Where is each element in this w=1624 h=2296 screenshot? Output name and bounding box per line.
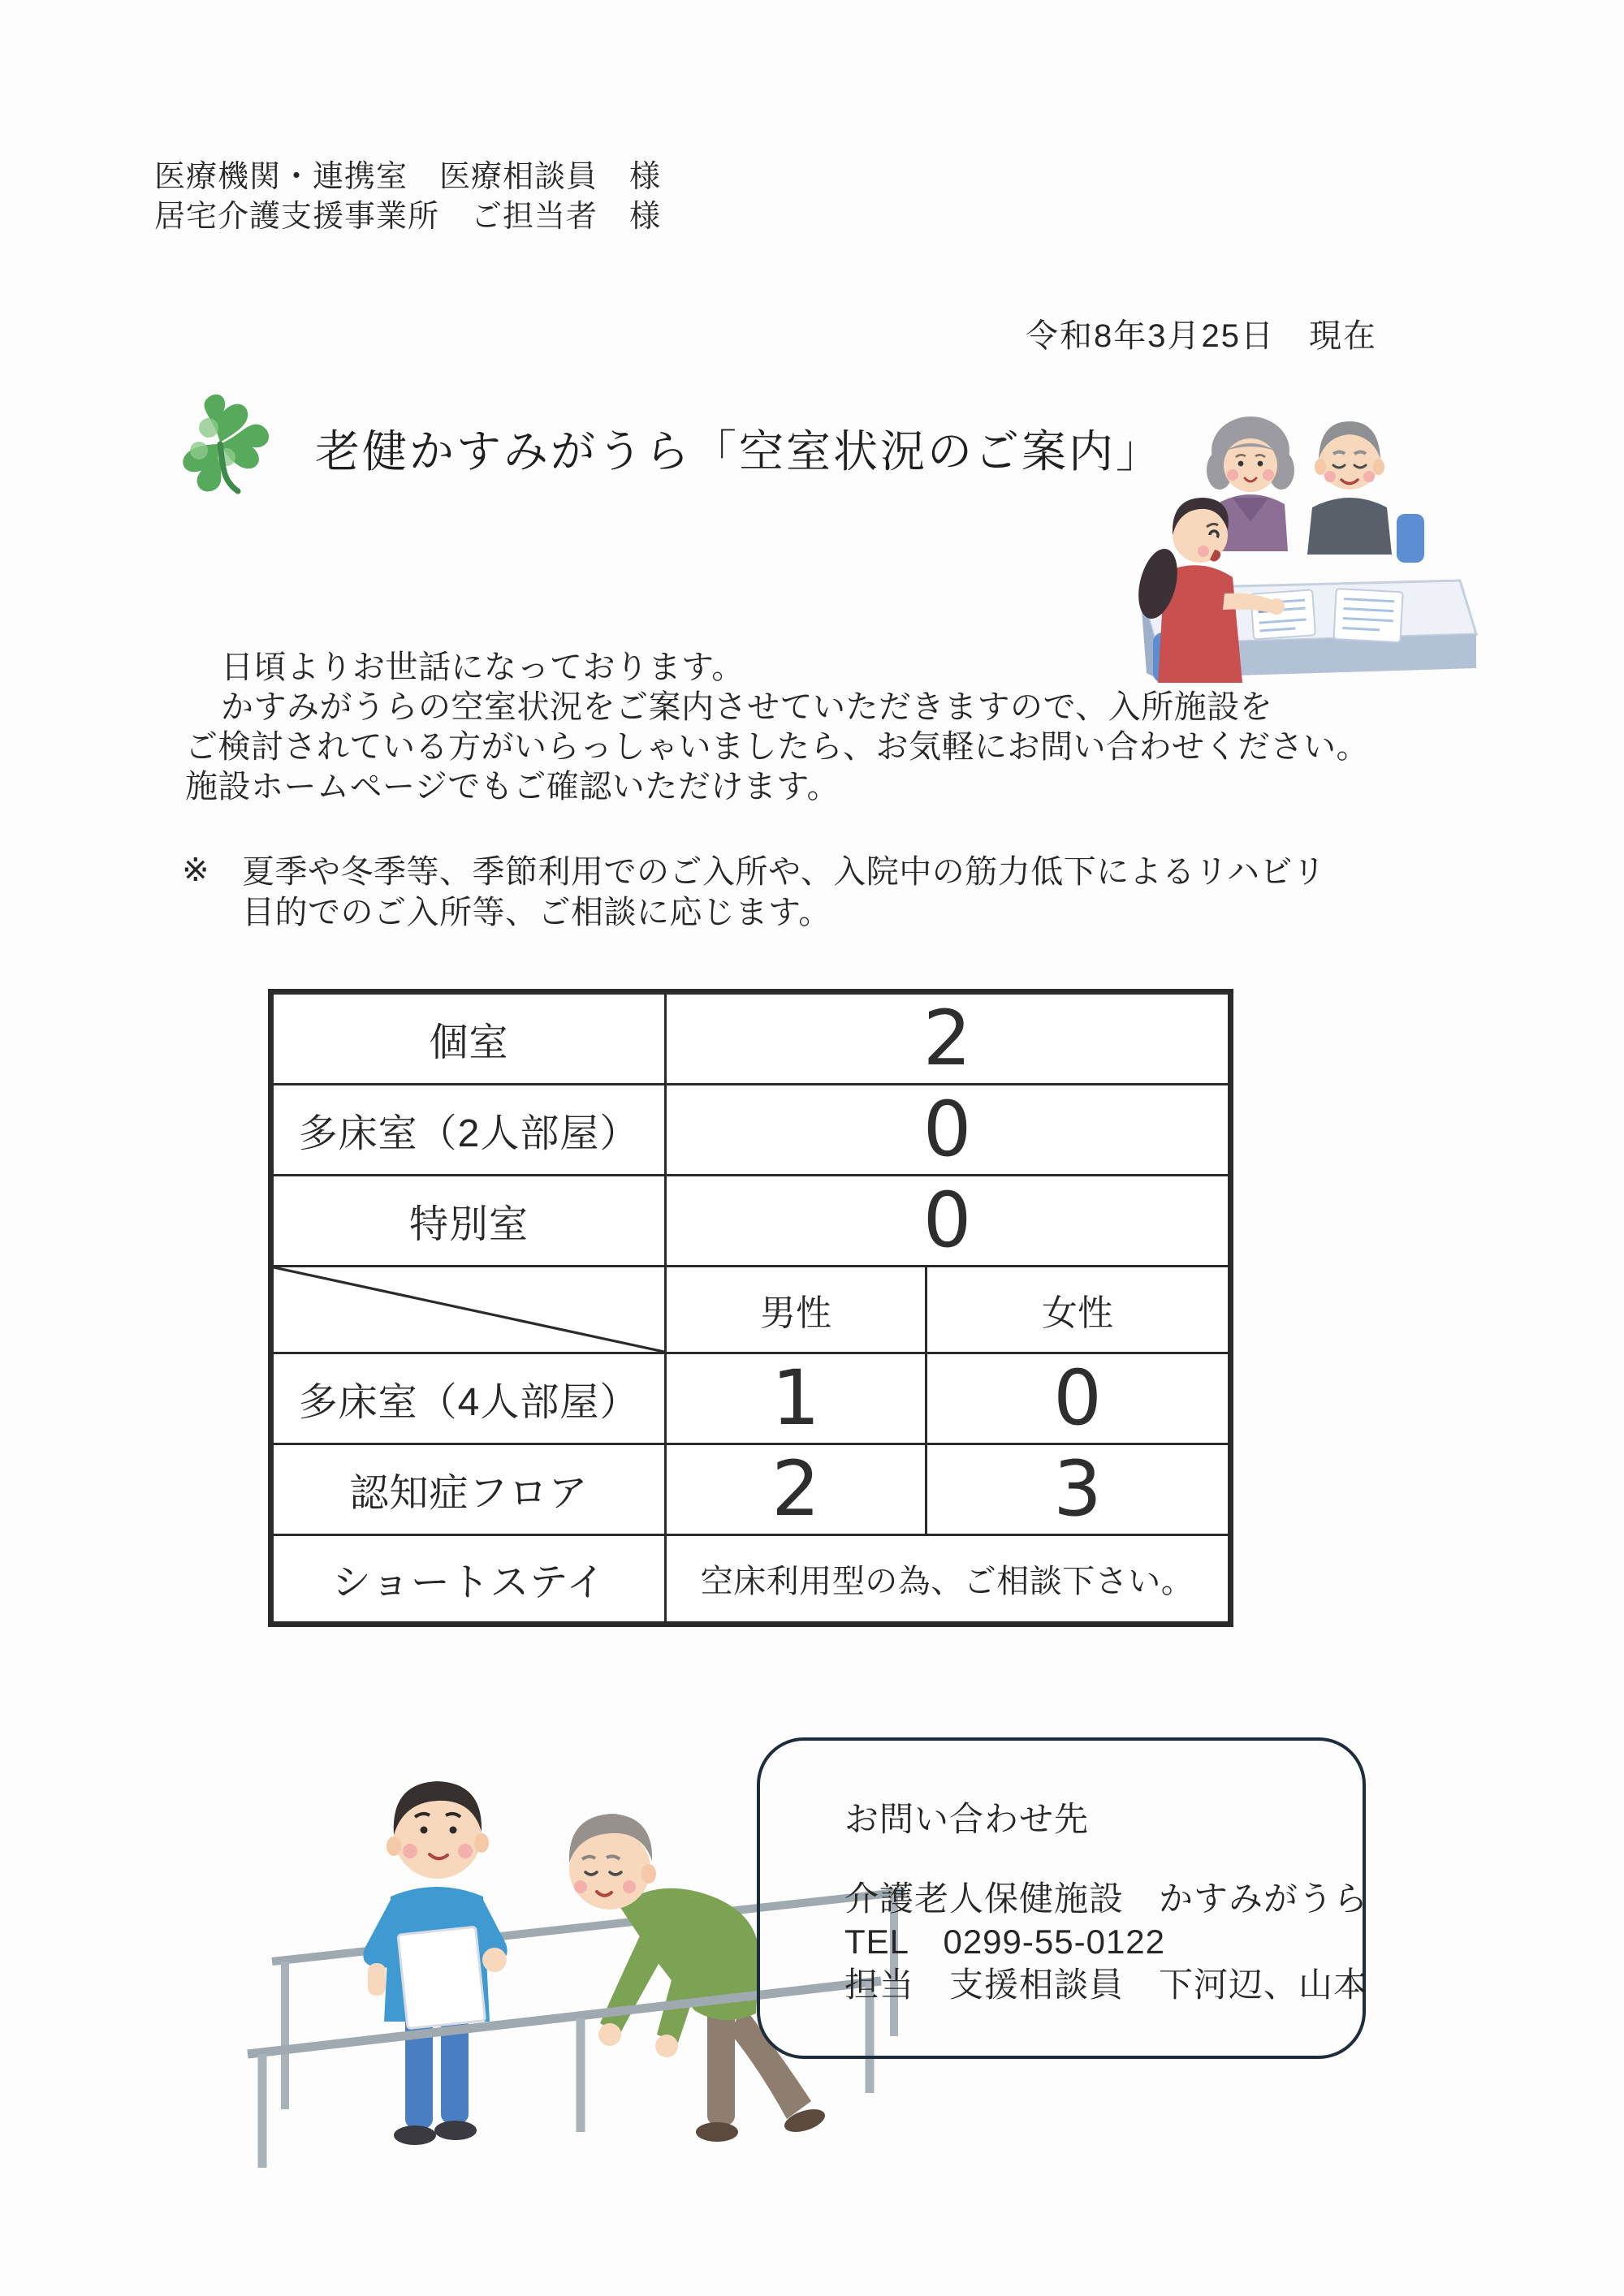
male-column-header: 男性 xyxy=(666,1267,926,1353)
recipient-block xyxy=(154,158,661,237)
greeting-line: 施設ホームページでもご確認いただけます。 xyxy=(185,769,840,805)
consultation-illustration xyxy=(1129,400,1486,686)
room-type-label: 特別室 xyxy=(271,1176,666,1267)
greeting-paragraph xyxy=(185,648,1369,807)
note-line: 目的でのご入所等、ご相談に応じます。 xyxy=(242,895,831,930)
vacancy-count: 0 xyxy=(666,1085,1231,1176)
room-type-label: ショートステイ xyxy=(271,1535,666,1625)
table-row xyxy=(271,1176,1231,1267)
clover-icon xyxy=(166,391,274,511)
diagonal-cell xyxy=(271,1267,666,1353)
contact-heading: お問い合わせ先 xyxy=(844,1800,1090,1838)
table-row xyxy=(271,1085,1231,1176)
page-title: 老健かすみがうら「空室状況のご案内」 xyxy=(315,426,1164,477)
vacancy-table xyxy=(268,989,1233,1627)
table-row xyxy=(271,1535,1231,1625)
document-date: 令和8年3月25日 現在 xyxy=(1026,318,1377,354)
vacancy-count: 2 xyxy=(666,992,1231,1085)
table-row xyxy=(271,1444,1231,1535)
therapist-figure xyxy=(363,1781,507,2145)
grandpa-figure xyxy=(1307,421,1424,563)
note-paragraph xyxy=(242,852,1326,933)
diagonal-line xyxy=(274,1267,664,1352)
contact-facility-name: 介護老人保健施設 かすみがうら xyxy=(844,1880,1369,1918)
table-header-row xyxy=(271,1267,1231,1353)
contact-phone: TEL 0299-55-0122 xyxy=(844,1923,1166,1961)
room-type-label: 個室 xyxy=(271,992,666,1085)
room-type-label: 多床室（2人部屋） xyxy=(271,1085,666,1176)
room-type-label: 認知症フロア xyxy=(271,1444,666,1535)
vacancy-count-male: 2 xyxy=(666,1444,926,1535)
room-type-label: 多床室（4人部屋） xyxy=(271,1353,666,1444)
vacancy-count: 0 xyxy=(666,1176,1231,1267)
contact-details xyxy=(844,1877,1368,2006)
recipient-line-1: 医療機関・連携室 医療相談員 様 xyxy=(154,160,662,194)
vacancy-count-male: 1 xyxy=(666,1353,926,1444)
female-column-header: 女性 xyxy=(926,1267,1231,1353)
note-line: 夏季や冬季等、季節利用でのご入所や、入院中の筋力低下によるリハビリ xyxy=(242,854,1326,890)
note-marker: ※ xyxy=(182,852,209,888)
recipient-line-2: 居宅介護支援事業所 ご担当者 様 xyxy=(154,200,662,234)
contact-staff: 担当 支援相談員 下河辺、山本 xyxy=(844,1966,1369,2004)
greeting-line: 日頃よりお世話になっております。 xyxy=(221,650,745,685)
table-row xyxy=(271,1353,1231,1444)
table-row xyxy=(271,992,1231,1085)
vacancy-count-female: 0 xyxy=(926,1353,1231,1444)
shortstay-note: 空床利用型の為、ご相談下さい。 xyxy=(666,1535,1231,1625)
greeting-line: かすみがうらの空室状況をご案内させていただきますので、入所施設を xyxy=(221,689,1273,725)
vacancy-count-female: 3 xyxy=(926,1444,1231,1535)
greeting-line: ご検討されている方がいらっしゃいましたら、お気軽にお問い合わせください。 xyxy=(185,729,1369,765)
